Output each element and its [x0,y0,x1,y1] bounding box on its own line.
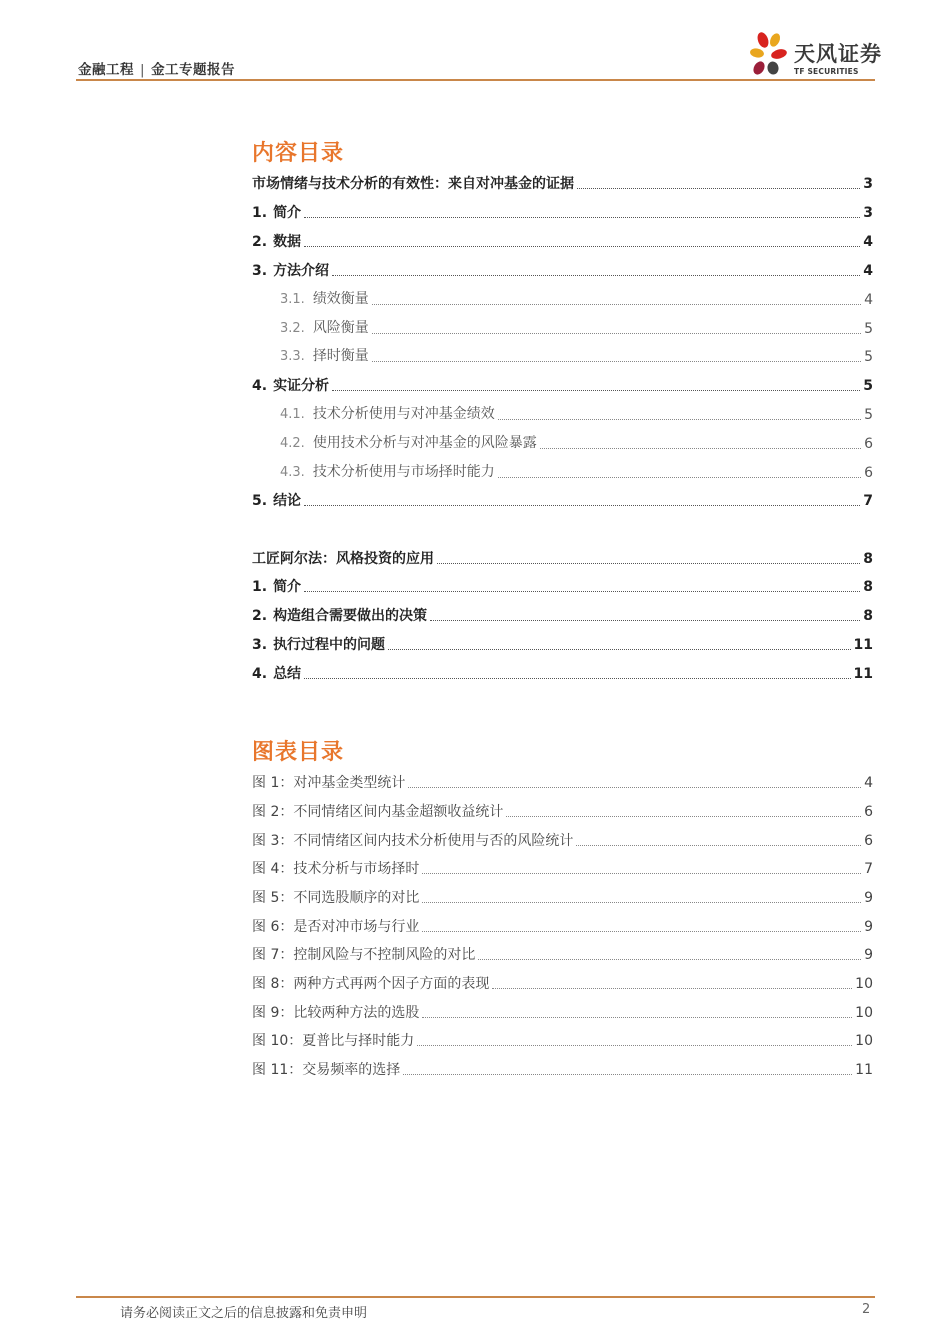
company-logo [748,31,882,79]
toc-entry-number: 4. [252,666,268,682]
figure-entry[interactable] [252,1031,873,1051]
figure-entry-page: 9 [864,947,873,963]
toc-entry-label: 方法介绍 [273,263,330,279]
figure-entry[interactable] [252,802,873,822]
toc-entry-label: 结论 [273,493,302,509]
leader-dots [332,390,860,391]
leader-dots [372,304,861,305]
toc-entry-page: 5 [864,407,873,423]
toc-subentry[interactable] [252,463,873,483]
toc-entry-page: 5 [863,378,873,394]
leader-dots [304,678,850,679]
toc-entry-number: 4.1. [280,407,305,422]
figure-entry-label: 图 6：是否对冲市场与行业 [252,919,420,935]
figure-entry-label: 图 11：交易频率的选择 [252,1062,401,1078]
figure-entry-page: 4 [864,775,873,791]
toc-entry-page: 8 [863,579,873,595]
leader-dots [478,959,861,960]
leader-dots [403,1074,852,1075]
header-separator: | [140,62,146,78]
leader-dots [506,816,861,817]
figure-entry-page: 10 [855,976,873,992]
toc-entry-label: 简介 [273,579,302,595]
figure-entry[interactable] [252,974,873,994]
toc-entry[interactable] [252,606,873,626]
figure-entry-label: 图 5：不同选股顺序的对比 [252,890,420,906]
toc-entry-label: 技术分析使用与市场择时能力 [312,464,495,480]
figure-entry-page: 7 [864,861,873,877]
leader-dots [437,563,860,564]
figure-entry-label: 图 8：两种方式再两个因子方面的表现 [252,976,490,992]
toc-entry-number: 4.3. [280,465,305,480]
toc-entry-page: 4 [864,292,873,308]
figure-entry-label: 图 7：控制风险与不控制风险的对比 [252,947,476,963]
figure-entry-label: 图 9：比较两种方法的选股 [252,1005,420,1021]
toc-entry-page: 5 [864,349,873,365]
figure-entry-label: 图 2：不同情绪区间内基金超额收益统计 [252,804,504,820]
toc-entry[interactable] [252,664,873,684]
logo-en-name: TF SECURITIES [794,67,859,76]
toc-entry-page: 5 [864,321,873,337]
toc-entry-label: 总结 [273,666,302,682]
figure-entry[interactable] [252,831,873,851]
footer-disclaimer: 请务必阅读正文之后的信息披露和免责申明 [120,1306,368,1321]
toc-entry-number: 4. [252,378,268,394]
toc-subentry[interactable] [252,319,873,339]
toc-entry-label: 技术分析使用与对冲基金绩效 [312,406,495,422]
leader-dots [492,988,852,989]
toc-entry[interactable] [252,261,873,281]
toc-entry-number: 3.2. [280,321,305,336]
header-divider [76,79,875,81]
toc-entry-label: 风险衡量 [312,320,369,336]
toc-entry-label: 择时衡量 [312,348,369,364]
figure-entry-page: 6 [864,833,873,849]
page-number: 2 [862,1302,871,1317]
header-section: 金融工程 [78,62,134,78]
leader-dots [577,188,860,189]
toc-entry-page: 3 [863,176,873,192]
flower-logo-icon [748,31,794,79]
leader-dots [304,246,860,247]
figure-entry-label: 图 4：技术分析与市场择时 [252,861,420,877]
figure-entry[interactable] [252,945,873,965]
toc-entry[interactable] [252,577,873,597]
leader-dots [422,931,861,932]
logo-cn-name: 天风证券 [794,42,882,66]
leader-dots [498,419,861,420]
toc-entry-page: 11 [853,666,873,682]
figure-entry[interactable] [252,773,873,793]
figure-entry-page: 9 [864,890,873,906]
toc-entry-number: 3. [252,263,268,279]
toc-entry-number: 1. [252,579,268,595]
figure-entry-page: 11 [855,1062,873,1078]
figure-entry[interactable] [252,1003,873,1023]
figure-entry-page: 9 [864,919,873,935]
figure-entry-page: 10 [855,1005,873,1021]
toc-entry-label: 市场情绪与技术分析的有效性：来自对冲基金的证据 [252,176,574,192]
leader-dots [422,902,861,903]
toc-entry-page: 7 [863,493,873,509]
toc-entry[interactable] [252,203,873,223]
toc-entry-number: 3.3. [280,349,305,364]
toc-entry-number: 3. [252,637,268,653]
figure-entry-label: 图 1：对冲基金类型统计 [252,775,406,791]
footer-divider [76,1296,875,1298]
leader-dots [372,361,861,362]
leader-dots [408,787,861,788]
toc-entry-label: 使用技术分析与对冲基金的风险暴露 [312,435,537,451]
toc-entry-label: 工匠阿尔法：风格投资的应用 [252,551,434,567]
leader-dots [576,845,861,846]
figure-entry[interactable] [252,917,873,937]
toc-entry-number: 2. [252,234,268,250]
toc-entry-label: 绩效衡量 [312,291,369,307]
toc-entry[interactable] [252,491,873,511]
toc-entry[interactable] [252,174,873,194]
leader-dots [422,873,861,874]
toc-entry-page: 6 [864,436,873,452]
toc-subentry[interactable] [252,434,873,454]
toc-entry-number: 5. [252,493,268,509]
toc-subentry[interactable] [252,347,873,367]
toc-title: 内容目录 [252,141,345,166]
figures-title: 图表目录 [252,740,345,765]
toc-entry-label: 简介 [273,205,302,221]
header-subtitle: 金工专题报告 [151,62,236,78]
toc-entry-page: 8 [863,608,873,624]
toc-entry-page: 4 [863,234,873,250]
toc-entry-page: 4 [863,263,873,279]
toc-entry-label: 实证分析 [273,378,330,394]
toc-subentry[interactable] [252,290,873,310]
figure-entry-page: 10 [855,1033,873,1049]
figure-entry[interactable] [252,859,873,879]
leader-dots [498,477,861,478]
toc-entry-label: 执行过程中的问题 [273,637,386,653]
figure-entry[interactable] [252,1060,873,1080]
leader-dots [304,505,860,506]
leader-dots [388,649,850,650]
leader-dots [304,591,860,592]
figure-entry-page: 6 [864,804,873,820]
toc-entry-number: 1. [252,205,268,221]
toc-entry-page: 6 [864,465,873,481]
toc-entry[interactable] [252,549,873,569]
figure-entry[interactable] [252,888,873,908]
toc-entry-page: 11 [853,637,873,653]
leader-dots [540,448,861,449]
leader-dots [422,1017,852,1018]
figure-entry-label: 图 10：夏普比与择时能力 [252,1033,415,1049]
toc-subentry[interactable] [252,405,873,425]
toc-entry-number: 3.1. [280,292,305,307]
toc-entry-label: 构造组合需要做出的决策 [273,608,428,624]
leader-dots [417,1045,852,1046]
toc-entry-number: 4.2. [280,436,305,451]
toc-entry[interactable] [252,635,873,655]
toc-entry-page: 8 [863,551,873,567]
figure-entry-label: 图 3：不同情绪区间内技术分析使用与否的风险统计 [252,833,574,849]
leader-dots [372,333,861,334]
toc-entry[interactable] [252,376,873,396]
leader-dots [332,275,860,276]
toc-entry-page: 3 [863,205,873,221]
toc-entry[interactable] [252,232,873,252]
toc-entry-number: 2. [252,608,268,624]
header-breadcrumb [78,58,235,78]
leader-dots [430,620,860,621]
leader-dots [304,217,860,218]
toc-entry-label: 数据 [273,234,302,250]
